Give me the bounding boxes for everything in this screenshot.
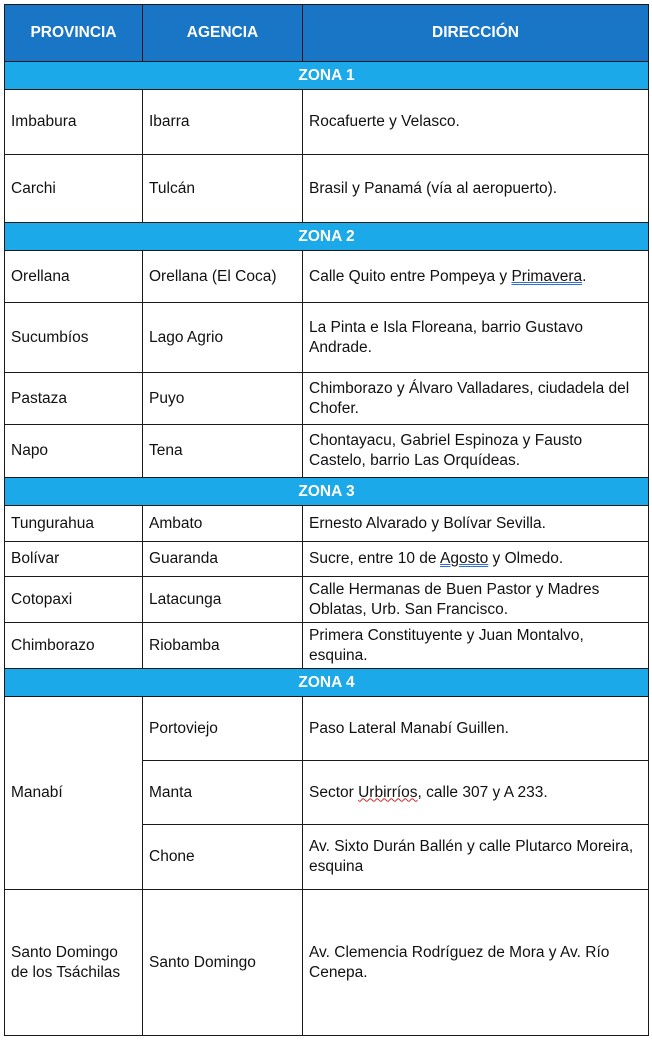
zone-label: ZONA 1 (5, 62, 649, 90)
zone-label: ZONA 3 (5, 478, 649, 506)
cell-direccion: La Pinta e Isla Floreana, barrio Gustavo Andrade. (303, 303, 649, 373)
cell-provincia: Pastaza (5, 373, 143, 425)
direccion-text: , calle 307 y A 233. (417, 783, 548, 801)
direccion-text: . (582, 267, 587, 285)
cell-agencia: Ambato (143, 506, 303, 542)
direccion-text: y Olmedo. (488, 550, 564, 567)
cell-direccion (303, 542, 649, 577)
cell-direccion: Chimborazo y Álvaro Valladares, ciudadela del Chofer. (303, 373, 649, 425)
cell-agencia: Orellana (El Coca) (143, 251, 303, 303)
cell-direccion: Chontayacu, Gabriel Espinoza y Fausto Castelo, barrio Las Orquídeas. (303, 425, 649, 478)
cell-agencia: Tulcán (143, 155, 303, 223)
cell-agencia: Manta (143, 761, 303, 825)
zone-row (5, 478, 649, 506)
table-row (5, 697, 649, 761)
cell-provincia: Cotopaxi (5, 577, 143, 623)
cell-agencia: Ibarra (143, 90, 303, 155)
agencies-table (4, 4, 649, 1036)
direccion-text: Sucre, entre 10 de (309, 550, 440, 567)
cell-provincia: Tungurahua (5, 506, 143, 542)
table-row (5, 890, 649, 1036)
cell-direccion: Brasil y Panamá (vía al aeropuerto). (303, 155, 649, 223)
cell-provincia: Carchi (5, 155, 143, 223)
table-row (5, 303, 649, 373)
header-agencia: AGENCIA (143, 5, 303, 62)
cell-provincia: Santo Domingo de los Tsáchilas (5, 890, 143, 1036)
cell-agencia: Guaranda (143, 542, 303, 577)
cell-provincia: Orellana (5, 251, 143, 303)
direccion-marked-word: Agosto (439, 550, 489, 567)
cell-agencia: Portoviejo (143, 697, 303, 761)
table-row (5, 373, 649, 425)
direccion-text: Sector (309, 783, 359, 801)
cell-direccion: Av. Clemencia Rodríguez de Mora y Av. Río Cenepa. (303, 890, 649, 1036)
cell-agencia: Puyo (143, 373, 303, 425)
zone-row (5, 62, 649, 90)
cell-provincia: Imbabura (5, 90, 143, 155)
zone-row (5, 669, 649, 697)
table-row (5, 425, 649, 478)
table-row (5, 623, 649, 669)
table-row (5, 506, 649, 542)
table-row (5, 155, 649, 223)
header-direccion: DIRECCIÓN (303, 5, 649, 62)
cell-agencia: Riobamba (143, 623, 303, 669)
table-row (5, 251, 649, 303)
cell-provincia: Bolívar (5, 542, 143, 577)
table-row (5, 90, 649, 155)
cell-direccion: Ernesto Alvarado y Bolívar Sevilla. (303, 506, 649, 542)
cell-direccion: Rocafuerte y Velasco. (303, 90, 649, 155)
direccion-marked-word: Urbirríos (358, 783, 418, 801)
cell-provincia: Chimborazo (5, 623, 143, 669)
zone-label: ZONA 4 (5, 669, 649, 697)
direccion-text: Calle Quito entre Pompeya y (309, 267, 512, 285)
cell-provincia: Napo (5, 425, 143, 478)
cell-provincia: Sucumbíos (5, 303, 143, 373)
cell-direccion: Av. Sixto Durán Ballén y calle Plutarco Moreira, esquina (303, 825, 649, 890)
cell-agencia: Chone (143, 825, 303, 890)
header-provincia: PROVINCIA (5, 5, 143, 62)
cell-agencia: Tena (143, 425, 303, 478)
cell-agencia: Latacunga (143, 577, 303, 623)
cell-direccion: Paso Lateral Manabí Guillen. (303, 697, 649, 761)
cell-agencia: Lago Agrio (143, 303, 303, 373)
cell-provincia: Manabí (5, 697, 143, 890)
direccion-marked-word: Primavera (511, 267, 583, 285)
table-row (5, 542, 649, 577)
zone-label: ZONA 2 (5, 223, 649, 251)
header-row (5, 5, 649, 62)
cell-direccion: Calle Hermanas de Buen Pastor y Madres Oblatas, Urb. San Francisco. (303, 577, 649, 623)
cell-agencia: Santo Domingo (143, 890, 303, 1036)
cell-direccion: Primera Constituyente y Juan Montalvo, esquina. (303, 623, 649, 669)
cell-direccion (303, 761, 649, 825)
table-row (5, 577, 649, 623)
cell-direccion (303, 251, 649, 303)
zone-row (5, 223, 649, 251)
